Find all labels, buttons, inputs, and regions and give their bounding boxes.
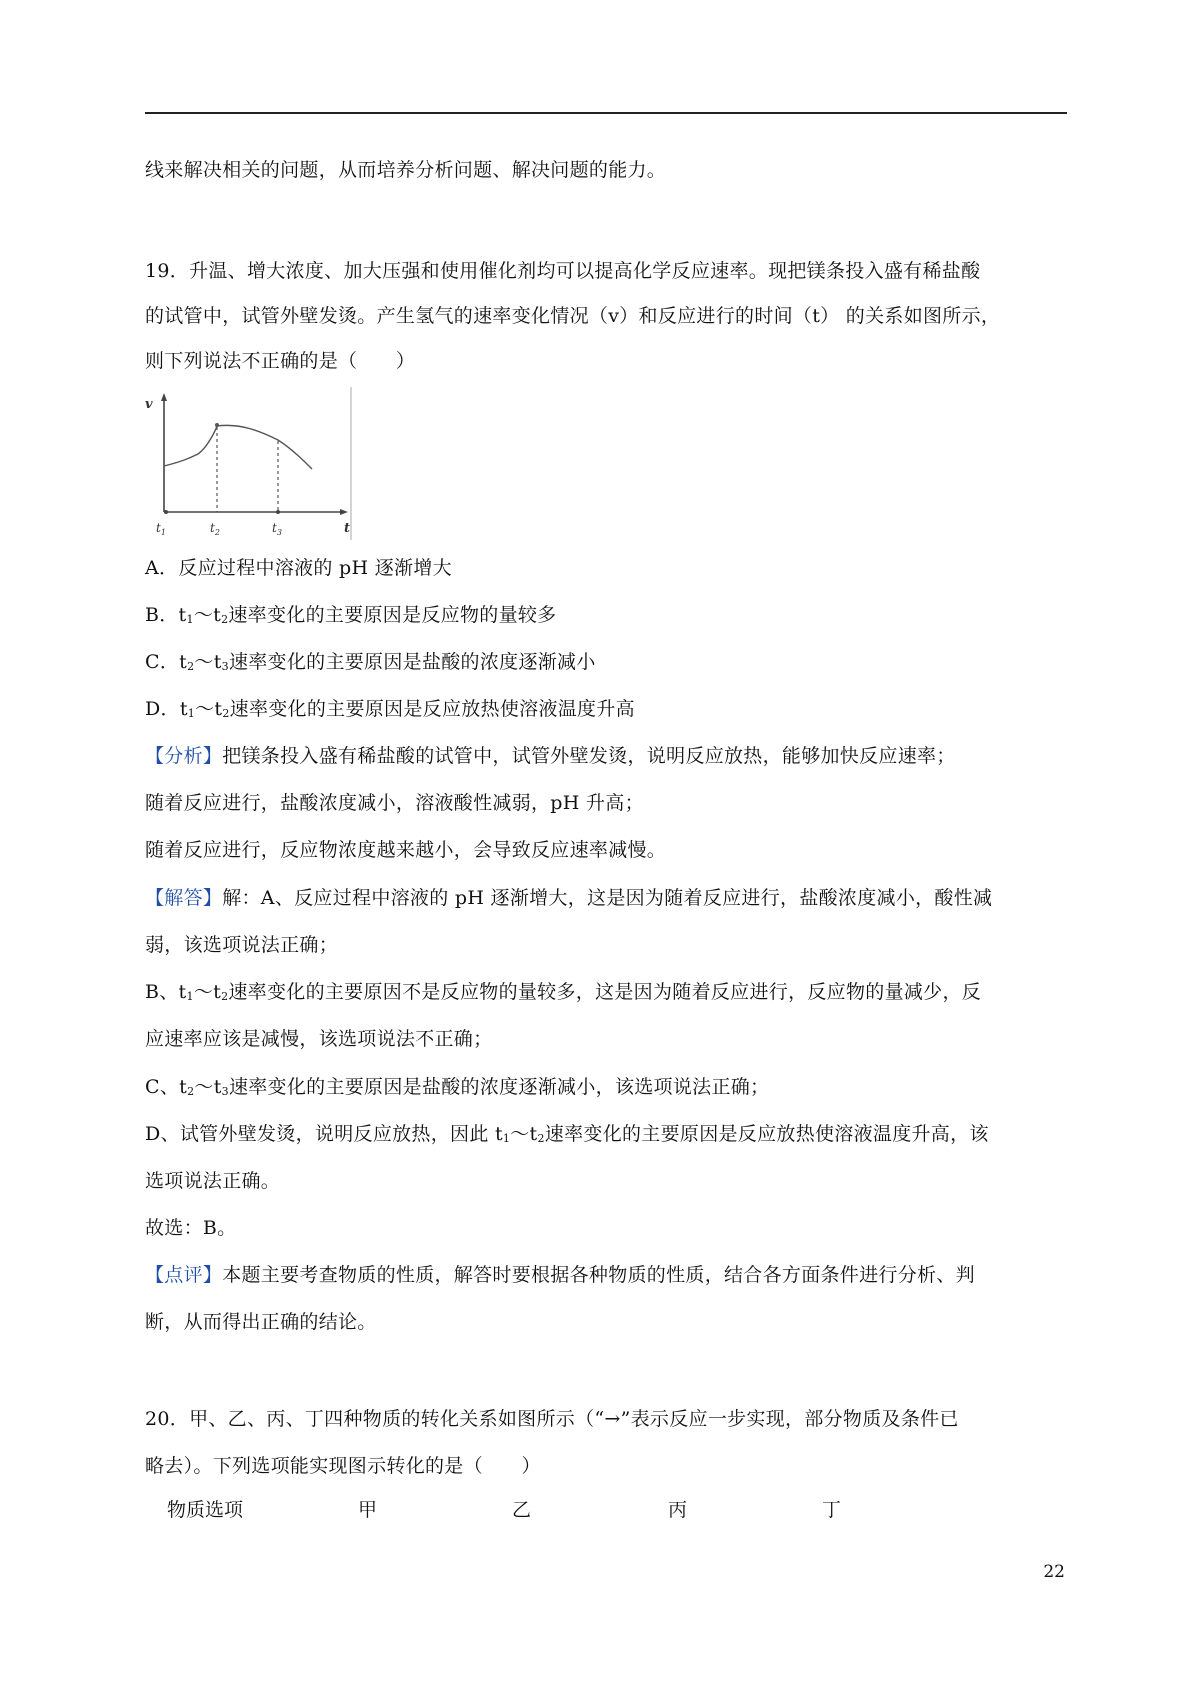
t2-label: $t_2$ bbox=[210, 521, 220, 537]
q19-stem-line-2: 的试管中，试管外壁发烫。产生氢气的速率变化情况（v）和反应进行的时间（t） 的关系如图所示， bbox=[145, 305, 1001, 327]
page-number: 22 bbox=[1043, 1562, 1065, 1582]
solution-line-5: C、$t_2\sim t_3$速率变化的主要原因是盐酸的浓度逐渐减小，该选项说法正确； bbox=[145, 1076, 770, 1098]
t1-label: $t_1$ bbox=[156, 521, 166, 537]
solution-line-6: D、试管外壁发烫，说明反应放热，因此 $t_1\sim t_2$速率变化的主要原因是反应放热使溶液温度升高，该 bbox=[145, 1123, 989, 1145]
rate-curve bbox=[164, 425, 312, 469]
comment-line-2: 断，从而得出正确的结论。 bbox=[145, 1311, 377, 1333]
option-c: C．$t_2\sim t_3$速率变化的主要原因是盐酸的浓度逐渐减小 bbox=[145, 651, 596, 673]
table-header-yi: 乙 bbox=[512, 1499, 532, 1521]
solution-line-4: 应速率应该是减慢，该选项说法不正确； bbox=[145, 1028, 493, 1050]
q20-stem-line-2: 略去）。下列选项能实现图示转化的是（ ） bbox=[145, 1455, 541, 1477]
comment-tag: 【点评】 bbox=[145, 1264, 223, 1286]
continuation-text: 线来解决相关的问题，从而培养分析问题、解决问题的能力。 bbox=[145, 159, 667, 181]
comment-line-1: 【点评】本题主要考查物质的性质，解答时要根据各种物质的性质，结合各方面条件进行分析、判 bbox=[145, 1264, 975, 1286]
solution-line-1: 【解答】解：A、反应过程中溶液的 pH 逐渐增大，这是因为随着反应进行，盐酸浓度减小，酸性减 bbox=[145, 887, 993, 909]
solution-line-2: 弱，该选项说法正确； bbox=[145, 934, 339, 956]
option-b: B．$t_1\sim t_2$速率变化的主要原因是反应物的量较多 bbox=[145, 604, 557, 626]
y-axis-label: v bbox=[145, 397, 153, 412]
solution-choice: 故选：B。 bbox=[145, 1217, 237, 1239]
header-rule bbox=[145, 112, 1067, 114]
rate-time-graph bbox=[145, 387, 354, 540]
analysis-line-2: 随着反应进行，盐酸浓度减小，溶液酸性减弱，pH 升高； bbox=[145, 792, 644, 814]
table-header-ding: 丁 bbox=[822, 1499, 842, 1521]
solution-line-7: 选项说法正确。 bbox=[145, 1170, 281, 1192]
q19-stem-line-1: 19．升温、增大浓度、加大压强和使用催化剂均可以提高化学反应速率。现把镁条投入盛有稀盐酸 bbox=[145, 260, 981, 282]
t3-point bbox=[276, 510, 280, 514]
solution-tag: 【解答】 bbox=[145, 887, 223, 909]
table-header-jia: 甲 bbox=[358, 1499, 378, 1521]
t1-point bbox=[164, 510, 168, 514]
option-d: D．$t_1\sim t_2$速率变化的主要原因是反应放热使溶液温度升高 bbox=[145, 698, 635, 720]
t3-label: $t_3$ bbox=[272, 521, 282, 537]
x-axis-arrow bbox=[340, 509, 348, 515]
x-axis-label: t bbox=[344, 521, 351, 536]
q20-stem-line-1: 20．甲、乙、丙、丁四种物质的转化关系如图所示（“→”表示反应一步实现，部分物质及条件已 bbox=[145, 1408, 959, 1430]
q19-stem-line-3: 则下列说法不正确的是（ ） bbox=[145, 350, 416, 372]
solution-line-3: B、$t_1\sim t_2$速率变化的主要原因不是反应物的量较多，这是因为随着反应进行，反应物的量减少，反 bbox=[145, 981, 982, 1003]
y-axis-arrow bbox=[161, 393, 167, 401]
analysis-tag: 【分析】 bbox=[145, 745, 223, 767]
analysis-line-1: 【分析】把镁条投入盛有稀盐酸的试管中，试管外壁发烫，说明反应放热，能够加快反应速率； bbox=[145, 745, 956, 767]
analysis-line-3: 随着反应进行，反应物浓度越来越小，会导致反应速率减慢。 bbox=[145, 839, 667, 861]
curve-peak-point bbox=[215, 423, 219, 427]
table-header-bing: 丙 bbox=[668, 1499, 688, 1521]
table-header-option: 物质选项 bbox=[167, 1499, 244, 1521]
option-a: A．反应过程中溶液的 pH 逐渐增大 bbox=[145, 557, 452, 579]
